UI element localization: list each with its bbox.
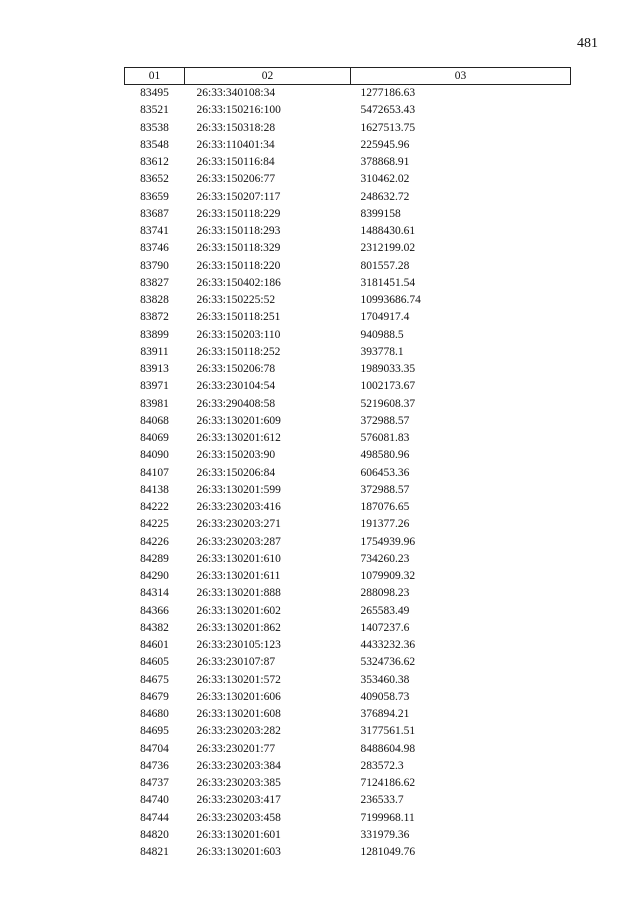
table-header-row	[125, 68, 571, 85]
table-cell-col1: 84226	[140, 535, 169, 548]
table-row	[125, 465, 571, 482]
table-cell-col3: 498580.96	[360, 449, 410, 462]
table-cell-col1: 83827	[140, 276, 169, 289]
table-cell-col2: 26:33:150402:186	[196, 276, 281, 289]
table-cell-col2: 26:33:130201:862	[196, 621, 281, 634]
table-cell-col1: 84695	[140, 725, 169, 738]
table-cell-col1: 83652	[140, 173, 169, 186]
table-cell-col3: 191377.26	[360, 518, 410, 531]
table-cell-col2: 26:33:230107:87	[196, 656, 276, 669]
column-header-01: 01	[125, 68, 185, 85]
table-row	[125, 378, 571, 395]
table-cell-col3: 7124186.62	[360, 777, 416, 790]
table-row	[125, 292, 571, 309]
table-row	[125, 361, 571, 378]
table-cell-col2: 26:33:150207:117	[196, 190, 281, 203]
table-cell-col2: 26:33:130201:609	[196, 414, 281, 427]
table-row	[125, 154, 571, 171]
table-cell-col1: 83521	[140, 104, 169, 117]
table-cell-col1: 83971	[140, 380, 169, 393]
table-row	[125, 758, 571, 775]
table-row	[125, 827, 571, 844]
table-row	[125, 499, 571, 516]
table-cell-col2: 26:33:230203:417	[196, 794, 281, 807]
table-cell-col1: 83548	[140, 138, 169, 151]
table-cell-col2: 26:33:150206:84	[196, 466, 276, 479]
table-cell-col3: 353460.38	[360, 673, 410, 686]
table-cell-col3: 376894.21	[360, 708, 410, 721]
table-cell-col3: 187076.65	[360, 501, 410, 514]
table-cell-col3: 940988.5	[360, 328, 404, 341]
column-header-02: 02	[185, 68, 351, 85]
table-cell-col2: 26:33:150206:77	[196, 173, 276, 186]
table-cell-col2: 26:33:230203:416	[196, 501, 281, 514]
table-cell-col1: 83741	[140, 225, 169, 238]
table-row	[125, 413, 571, 430]
table-cell-col1: 83538	[140, 121, 169, 134]
table-cell-col1: 83911	[140, 345, 169, 358]
table-cell-col1: 84090	[140, 449, 169, 462]
table-cell-col1: 84740	[140, 794, 169, 807]
table-cell-col2: 26:33:150203:90	[196, 449, 276, 462]
table-cell-col2: 26:33:230203:282	[196, 725, 281, 738]
table-cell-col2: 26:33:110401:34	[196, 138, 275, 151]
table-cell-col3: 283572.3	[360, 759, 404, 772]
table-cell-col2: 26:33:150318:28	[196, 121, 276, 134]
table-row	[125, 810, 571, 827]
table-cell-col1: 83612	[140, 156, 169, 169]
table-row	[125, 672, 571, 689]
table-cell-col3: 1704917.4	[360, 311, 410, 324]
table-cell-col3: 606453.36	[360, 466, 410, 479]
table-cell-col1: 84680	[140, 708, 169, 721]
table-cell-col2: 26:33:150118:220	[196, 259, 281, 272]
table-cell-col2: 26:33:230203:458	[196, 811, 281, 824]
table-cell-col1: 83899	[140, 328, 169, 341]
table-cell-col1: 84605	[140, 656, 169, 669]
table-row	[125, 551, 571, 568]
table-cell-col2: 26:33:230203:384	[196, 759, 281, 772]
table-cell-col2: 26:33:150118:293	[196, 225, 281, 238]
table-cell-col1: 84366	[140, 604, 169, 617]
table-cell-col2: 26:33:150216:100	[196, 104, 281, 117]
table-cell-col1: 84290	[140, 570, 169, 583]
table-cell-col3: 5219608.37	[360, 397, 416, 410]
table-cell-col3: 4433232.36	[360, 639, 416, 652]
table-cell-col3: 225945.96	[360, 138, 410, 151]
table-cell-col3: 378868.91	[360, 156, 410, 169]
table-row	[125, 792, 571, 809]
table-row	[125, 585, 571, 602]
table-cell-col3: 5472653.43	[360, 104, 416, 117]
table-cell-col2: 26:33:150116:84	[196, 156, 275, 169]
table-cell-col1: 84820	[140, 828, 169, 841]
table-cell-col1: 84675	[140, 673, 169, 686]
table-cell-col1: 84382	[140, 621, 169, 634]
table-row	[125, 396, 571, 413]
table-row	[125, 309, 571, 326]
table-cell-col2: 26:33:130201:601	[196, 828, 281, 841]
table-cell-col1: 84107	[140, 466, 169, 479]
table-cell-col3: 10993686.74	[360, 294, 421, 307]
table-cell-col3: 372988.57	[360, 414, 410, 427]
table-cell-col1: 84225	[140, 518, 169, 531]
table-body	[125, 85, 571, 862]
table-row	[125, 775, 571, 792]
table-cell-col3: 409058.73	[360, 690, 410, 703]
table-row	[125, 534, 571, 551]
table-row	[125, 723, 571, 740]
table-row	[125, 568, 571, 585]
table-row	[125, 706, 571, 723]
table-cell-col3: 1989033.35	[360, 363, 416, 376]
column-header-03: 03	[351, 68, 571, 85]
table-cell-col3: 8399158	[360, 207, 401, 220]
table-cell-col2: 26:33:230203:385	[196, 777, 281, 790]
table-row	[125, 844, 571, 861]
table-cell-col2: 26:33:130201:608	[196, 708, 281, 721]
table-cell-col3: 1277186.63	[360, 87, 416, 100]
table-row	[125, 137, 571, 154]
table-cell-col3: 2312199.02	[360, 242, 416, 255]
table-cell-col3: 331979.36	[360, 828, 410, 841]
table-cell-col1: 84222	[140, 501, 169, 514]
table-cell-col2: 26:33:150206:78	[196, 363, 276, 376]
table-cell-col3: 801557.28	[360, 259, 410, 272]
table-cell-col3: 576081.83	[360, 432, 410, 445]
table-row	[125, 741, 571, 758]
table-cell-col1: 83659	[140, 190, 169, 203]
table-cell-col3: 236533.7	[360, 794, 404, 807]
table-cell-col3: 1488430.61	[360, 225, 416, 238]
table-row	[125, 516, 571, 533]
table-row	[125, 689, 571, 706]
table-cell-col3: 1079909.32	[360, 570, 416, 583]
table-cell-col2: 26:33:130201:572	[196, 673, 281, 686]
table-cell-col1: 84138	[140, 483, 169, 496]
table-row	[125, 482, 571, 499]
table-cell-col2: 26:33:130201:610	[196, 552, 281, 565]
table-cell-col3: 3181451.54	[360, 276, 416, 289]
table-row	[125, 189, 571, 206]
table-row	[125, 240, 571, 257]
table-cell-col1: 84069	[140, 432, 169, 445]
table-cell-col2: 26:33:150118:229	[196, 207, 281, 220]
table-cell-col2: 26:33:150225:52	[196, 294, 276, 307]
table-cell-col3: 1281049.76	[360, 846, 416, 859]
table-cell-col1: 84821	[140, 846, 169, 859]
table-cell-col2: 26:33:150118:252	[196, 345, 281, 358]
table-cell-col3: 248632.72	[360, 190, 410, 203]
table-row	[125, 447, 571, 464]
table-row	[125, 120, 571, 137]
table-cell-col1: 83872	[140, 311, 169, 324]
table-cell-col1: 83790	[140, 259, 169, 272]
table-cell-col2: 26:33:150203:110	[196, 328, 281, 341]
table-cell-col2: 26:33:130201:612	[196, 432, 281, 445]
table-row	[125, 327, 571, 344]
table-cell-col3: 3177561.51	[360, 725, 416, 738]
table-row	[125, 223, 571, 240]
table-cell-col1: 84679	[140, 690, 169, 703]
table-row	[125, 344, 571, 361]
table-cell-col3: 1002173.67	[360, 380, 416, 393]
table-row	[125, 85, 571, 103]
table-cell-col2: 26:33:230203:287	[196, 535, 281, 548]
table-row	[125, 637, 571, 654]
page-number: 481	[577, 36, 598, 51]
table-row	[125, 275, 571, 292]
table-cell-col3: 310462.02	[360, 173, 410, 186]
table-cell-col2: 26:33:130201:611	[196, 570, 281, 583]
table-cell-col1: 83687	[140, 207, 169, 220]
table-cell-col3: 288098.23	[360, 587, 410, 600]
table-cell-col1: 84314	[140, 587, 169, 600]
table-cell-col2: 26:33:130201:602	[196, 604, 281, 617]
table-cell-col2: 26:33:230105:123	[196, 639, 281, 652]
table-cell-col1: 84601	[140, 639, 169, 652]
table-cell-col1: 84704	[140, 742, 169, 755]
table-cell-col2: 26:33:230104:54	[196, 380, 276, 393]
table-cell-col1: 83981	[140, 397, 169, 410]
table-cell-col1: 83828	[140, 294, 169, 307]
table-cell-col2: 26:33:130201:603	[196, 846, 281, 859]
table-row	[125, 102, 571, 119]
table-cell-col1: 84737	[140, 777, 169, 790]
table-cell-col1: 83746	[140, 242, 169, 255]
table-cell-col3: 7199968.11	[360, 811, 415, 824]
table-cell-col3: 734260.23	[360, 552, 410, 565]
table-cell-col1: 84744	[140, 811, 169, 824]
table-cell-col3: 393778.1	[360, 345, 404, 358]
table-cell-col2: 26:33:130201:888	[196, 587, 281, 600]
table-cell-col1: 84068	[140, 414, 169, 427]
table-cell-col3: 5324736.62	[360, 656, 416, 669]
table-cell-col2: 26:33:230201:77	[196, 742, 276, 755]
table-cell-col3: 372988.57	[360, 483, 410, 496]
table-row	[125, 430, 571, 447]
table-cell-col2: 26:33:130201:606	[196, 690, 281, 703]
table-cell-col1: 83913	[140, 363, 169, 376]
table-cell-col1: 84736	[140, 759, 169, 772]
table-cell-col1: 83495	[140, 87, 169, 100]
table-cell-col3: 8488604.98	[360, 742, 416, 755]
table-row	[125, 206, 571, 223]
data-table	[124, 67, 571, 861]
table-cell-col2: 26:33:130201:599	[196, 483, 281, 496]
table-cell-col2: 26:33:150118:329	[196, 242, 281, 255]
table-row	[125, 603, 571, 620]
table-cell-col2: 26:33:230203:271	[196, 518, 281, 531]
table-cell-col2: 26:33:290408:58	[196, 397, 276, 410]
table-row	[125, 654, 571, 671]
table-cell-col3: 1407237.6	[360, 621, 410, 634]
table-row	[125, 171, 571, 188]
table-row	[125, 258, 571, 275]
table-cell-col2: 26:33:150118:251	[196, 311, 281, 324]
table-cell-col1: 84289	[140, 552, 169, 565]
table-row	[125, 620, 571, 637]
table-cell-col2: 26:33:340108:34	[196, 87, 276, 100]
table-cell-col3: 1754939.96	[360, 535, 416, 548]
table-cell-col3: 1627513.75	[360, 121, 416, 134]
table-cell-col3: 265583.49	[360, 604, 410, 617]
